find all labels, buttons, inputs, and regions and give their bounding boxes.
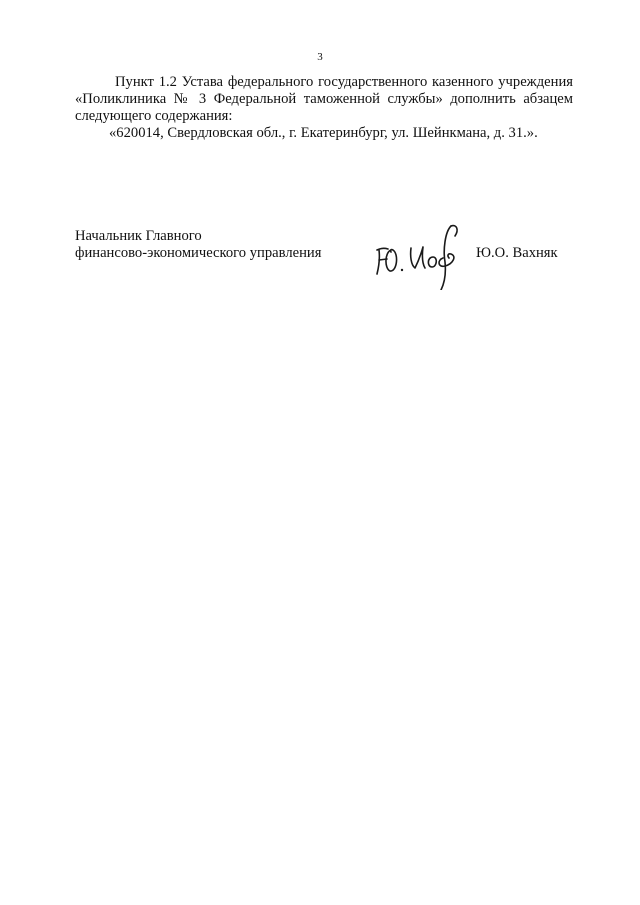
document-body [75, 74, 573, 142]
handwritten-signature [371, 210, 471, 290]
signer-position-line-1: Начальник Главного [75, 228, 202, 244]
amendment-paragraph: Пункт 1.2 Устава федерального государственного казенного учреждения «Поликлиника № 3 Федеральной таможенной службы» дополнить абзацем следующего содержания: [75, 74, 573, 124]
address-paragraph: «620014, Свердловская обл., г. Екатеринбург, ул. Шейнкмана, д. 31.». [109, 125, 538, 141]
signature-block [75, 228, 573, 298]
signer-position [75, 228, 321, 262]
signer-name: Ю.О. Вахняк [476, 245, 558, 261]
page-number: 3 [317, 51, 323, 63]
signer-position-line-2: финансово-экономического управления [75, 245, 322, 261]
